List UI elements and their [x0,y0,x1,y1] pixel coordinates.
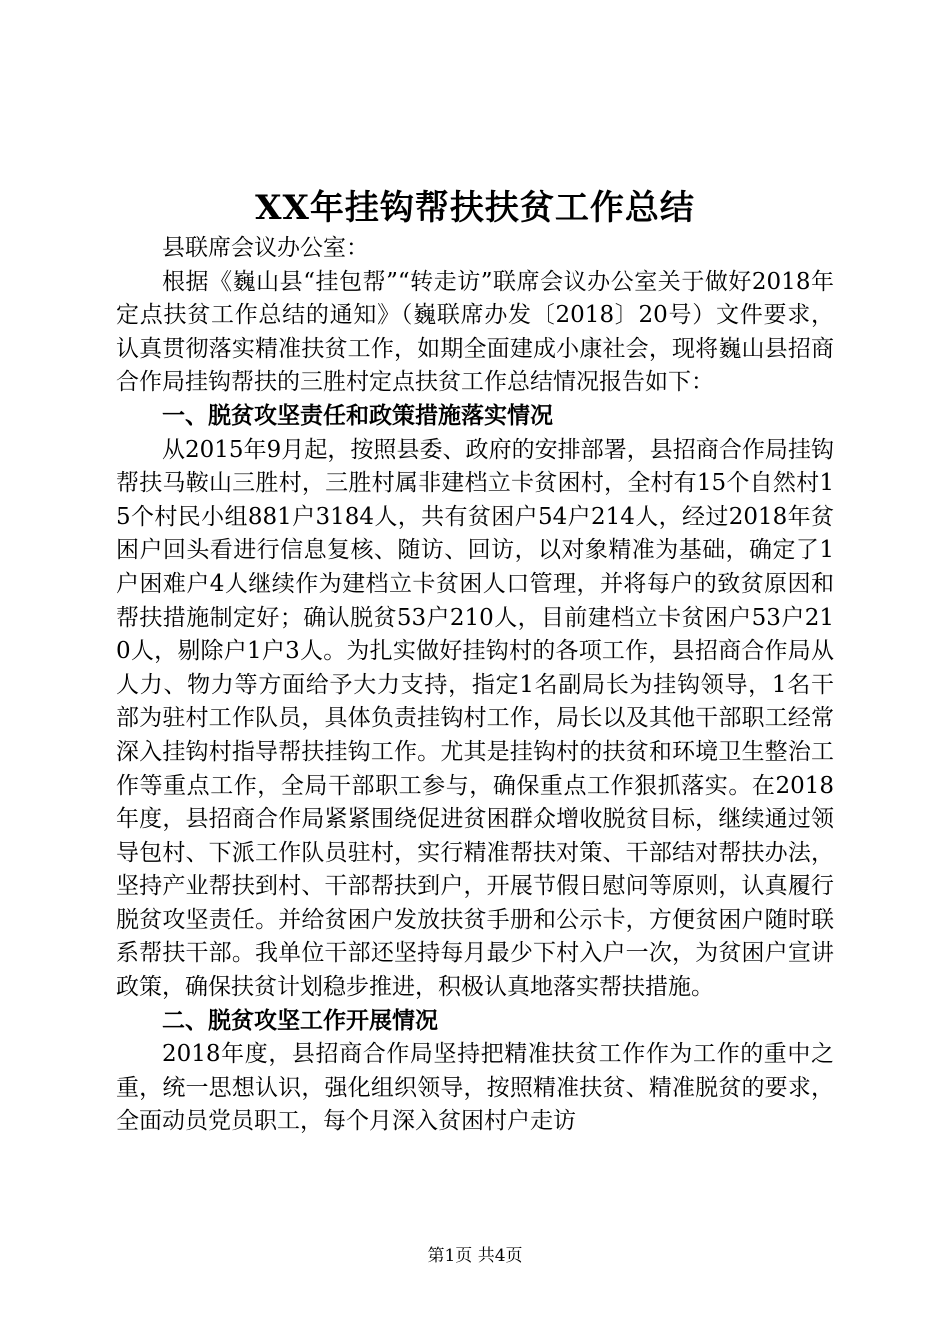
section-body-2: 2018年度，县招商合作局坚持把精准扶贫工作作为工作的重中之重，统一思想认识，强化组织领导，按照精准扶贫、精准脱贫的要求，全面动员党员职工，每个月深入贫困村户走访 [116,1041,834,1135]
section-body-1: 从2015年9月起，按照县委、政府的安排部署，县招商合作局挂钩帮扶马鞍山三胜村，三胜村属非建档立卡贫困村，全村有15个自然村15个村民小组881户3184人，共有贫困户54户214人，经过2018年贫困户回头看进行信息复核、随访、回访，以对象精准为基础，确定了1户困难户4人继续作为建档立卡贫困人口管理，并将每户的致贫原因和帮扶措施制定好；确认脱贫53户210人，目前建档立卡贫困户53户210人，剔除户1户3人。为扎实做好挂钩村的各项工作，县招商合作局从人力、物力等方面给予大力支持，指定1名副局长为挂钩领导，1名干部为驻村工作队员，具体负责挂钩村工作，局长以及其他干部职工经常深入挂钩村指导帮扶挂钩工作。尤其是挂钩村的扶贫和环境卫生整治工作等重点工作，全局干部职工参与，确保重点工作狠抓落实。在2018年度，县招商合作局紧紧围绕促进贫困群众增收脱贫目标，继续通过领导包村、下派工作队员驻村，实行精准帮扶对策、干部结对帮扶办法，坚持产业帮扶到村、干部帮扶到户，开展节假日慰问等原则，认真履行脱贫攻坚责任。并给贫困户发放扶贫手册和公示卡，方便贫困户随时联系帮扶干部。我单位干部还坚持每月最少下村入户一次，为贫困户宣讲政策，确保扶贫计划稳步推进，积极认真地落实帮扶措施。 [116,436,834,1001]
section-heading-1: 一、脱贫攻坚责任和政策措施落实情况 [162,402,553,429]
document-title: XX年挂钩帮扶扶贫工作总结 [255,188,695,228]
page-footer: 第1页 共4页 [427,1246,523,1266]
intro-paragraph: 根据《巍山县“挂包帮”“转走访”联席会议办公室关于做好2018年定点扶贫工作总结的通知》（巍联席办发〔2018〕20号）文件要求，认真贯彻落实精准扶贫工作，如期全面建成小康社会，现将巍山县招商合作局挂钩帮扶的三胜村定点扶贫工作总结情况报告如下： [116,268,834,396]
salutation: 县联席会议办公室： [162,235,369,261]
section-heading-2: 二、脱贫攻坚工作开展情况 [162,1007,438,1034]
document-body [116,232,834,1139]
